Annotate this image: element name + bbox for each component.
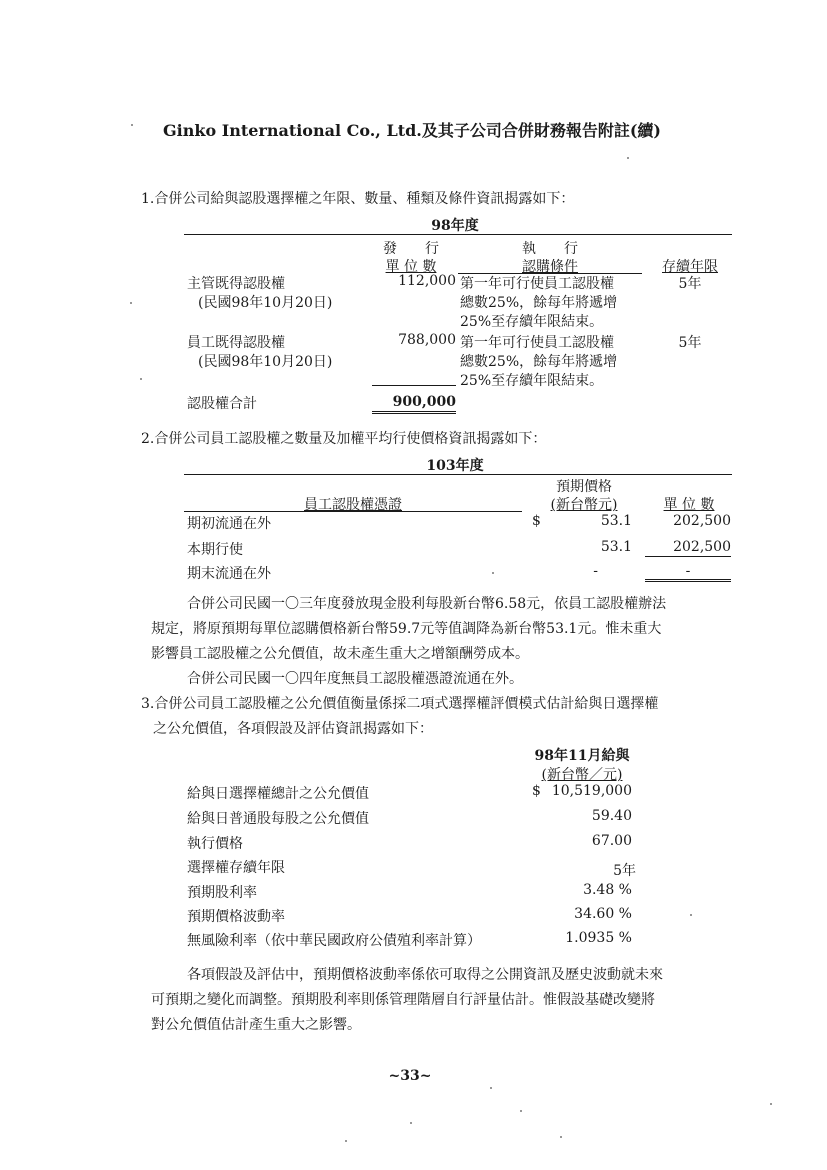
- section2-col-price-bottom: (新台幣元): [550, 497, 618, 513]
- section3-row-7-label: 無風險利率（依中華民國政府公債殖利率計算）: [187, 933, 481, 949]
- section1-row-1-terms-line-1: 第一年可行使員工認股權: [460, 276, 614, 292]
- section2-row-3-units: -: [645, 563, 731, 582]
- section1-row-2-terms-line-1: 第一年可行使員工認股權: [460, 335, 614, 351]
- scan-speck: [560, 1136, 562, 1138]
- section3-col-top: 98年11月給與: [534, 748, 630, 764]
- section1-row-2-name: 員工既得認股權: [187, 335, 285, 351]
- section2-row-3-label: 期末流通在外: [187, 566, 271, 582]
- section3-row-1-currency: $: [532, 783, 541, 799]
- scan-speck: [690, 914, 692, 916]
- section3-heading-line-2: 之公允價值，各項假設及評估資訊揭露如下：: [153, 721, 433, 737]
- section2-row-1-currency: $: [532, 513, 541, 529]
- section3-row-2-label: 給與日普通股每股之公允價值: [187, 811, 369, 827]
- section3-row-4-value: 5年: [613, 863, 636, 879]
- scan-speck: [770, 1103, 772, 1105]
- section1-row-2-units: 788,000: [398, 332, 456, 348]
- section2-col-price-top: 預期價格: [556, 479, 612, 495]
- section2-year: 103年度: [426, 458, 484, 474]
- section3-row-5-label: 預期股利率: [187, 885, 257, 901]
- section2-note-line-2: 規定，將原預期每單位認購價格新台幣59.7元等值調降為新台幣53.1元。惟未重大: [151, 621, 662, 637]
- section2-row-2-price: 53.1: [600, 539, 632, 555]
- scan-speck: [345, 1140, 347, 1142]
- scan-speck: [627, 157, 629, 159]
- section3-row-6-value: 34.60 %: [574, 906, 632, 922]
- scan-speck: [520, 1110, 522, 1112]
- section3-row-4-label: 選擇權存續年限: [187, 860, 285, 876]
- section2-col-item-label: 員工認股權憑證: [304, 497, 402, 513]
- section2-row-2-label: 本期行使: [187, 542, 243, 558]
- section3-note-line-1: 各項假設及評估中，預期價格波動率係依可取得之公開資訊及歷史波動就未來: [187, 967, 663, 983]
- section2-row-1-price: 53.1: [600, 513, 632, 529]
- section2-col-units: 單 位 數: [663, 497, 715, 513]
- section1-row-1-terms-line-2: 總數25%，餘每年將遞增: [460, 295, 618, 311]
- section2-row-1-label: 期初流通在外: [187, 516, 271, 532]
- section2-header-rule: [184, 511, 522, 512]
- section3-row-3-value: 67.00: [591, 833, 632, 849]
- section1-year: 98年度: [431, 218, 479, 234]
- section3-row-5-value: 3.48 %: [583, 882, 632, 898]
- section1-col-terms-top: 執 行: [522, 241, 578, 257]
- section3-col-bottom-wrap: [522, 764, 642, 784]
- scan-speck: [130, 302, 132, 304]
- section1-row-1-name: 主管既得認股權: [187, 276, 285, 292]
- scan-speck: [410, 1122, 412, 1124]
- section1-total-rule: [372, 385, 456, 386]
- section1-top-rule: [184, 234, 732, 235]
- section2-row-3-price: -: [593, 563, 598, 579]
- section1-total-units: 900,000: [372, 393, 456, 414]
- page-title: Ginko International Co., Ltd.及其子公司合併財務報告附註(續): [163, 121, 661, 140]
- section1-col-terms-label: 認購條件: [522, 259, 578, 275]
- section2-note-line-3: 影響員工認股權之公允價值，故未產生重大之增額酬勞成本。: [151, 646, 529, 662]
- scan-speck: [131, 124, 133, 126]
- section1-col-units-top: 發 行: [383, 241, 439, 257]
- section1-total-label: 認股權合計: [187, 396, 257, 412]
- scan-speck: [492, 572, 494, 574]
- section3-row-6-label: 預期價格波動率: [187, 909, 285, 925]
- section3-row-2-value: 59.40: [591, 808, 632, 824]
- section3-row-3-label: 執行價格: [187, 836, 243, 852]
- section2-note-line-1: 合併公司民國一〇三年度發放現金股利每股新台幣6.58元，依員工認股權辦法: [187, 596, 667, 612]
- section2-row-1-units: 202,500: [673, 513, 731, 529]
- section1-row-1-years: 5年: [678, 276, 702, 292]
- section3-note-line-2: 可預期之變化而調整。預期股利率則係管理階層自行評量估計。惟假設基礎改變將: [151, 992, 655, 1008]
- section1-row-2-years: 5年: [678, 335, 702, 351]
- section1-row-1-units: 112,000: [398, 273, 456, 289]
- section1-row-2-terms-line-2: 總數25%，餘每年將遞增: [460, 354, 618, 370]
- section1-row-2-terms-line-3: 25%至存續年限結束。: [460, 373, 604, 389]
- section2-note-2: 合併公司民國一〇四年度無員工認股權憑證流通在外。: [187, 671, 523, 687]
- page-number: ~33~: [388, 1068, 432, 1084]
- section3-heading-line-1: 3.合併公司員工認股權之公允價值衡量係採二項式選擇權評價模式估計給與日選擇權: [141, 696, 659, 712]
- section2-row-2-units: 202,500: [645, 539, 731, 557]
- section1-heading: 1.合併公司給與認股選擇權之年限、數量、種類及條件資訊揭露如下：: [141, 191, 575, 207]
- section1-col-term-years: 存續年限: [662, 259, 718, 275]
- section3-row-7-value: 1.0935 %: [565, 930, 632, 946]
- section2-heading: 2.合併公司員工認股權之數量及加權平均行使價格資訊揭露如下：: [141, 431, 547, 447]
- section2-top-rule: [184, 474, 732, 475]
- section1-col-units-bottom: 單 位 數: [385, 259, 437, 275]
- section1-row-1-terms-line-3: 25%至存續年限結束。: [460, 314, 604, 330]
- section3-row-1-value: 10,519,000: [551, 783, 632, 799]
- section3-row-1-label: 給與日選擇權總計之公允價值: [187, 786, 369, 802]
- section1-row-1-date: (民國98年10月20日): [198, 295, 333, 311]
- scan-speck: [140, 378, 142, 380]
- section3-col-bottom: (新台幣／元): [541, 767, 623, 783]
- section1-row-2-date: (民國98年10月20日): [198, 354, 333, 370]
- section3-note-line-3: 對公允價值估計產生重大之影響。: [151, 1017, 361, 1033]
- scan-speck: [490, 1087, 492, 1089]
